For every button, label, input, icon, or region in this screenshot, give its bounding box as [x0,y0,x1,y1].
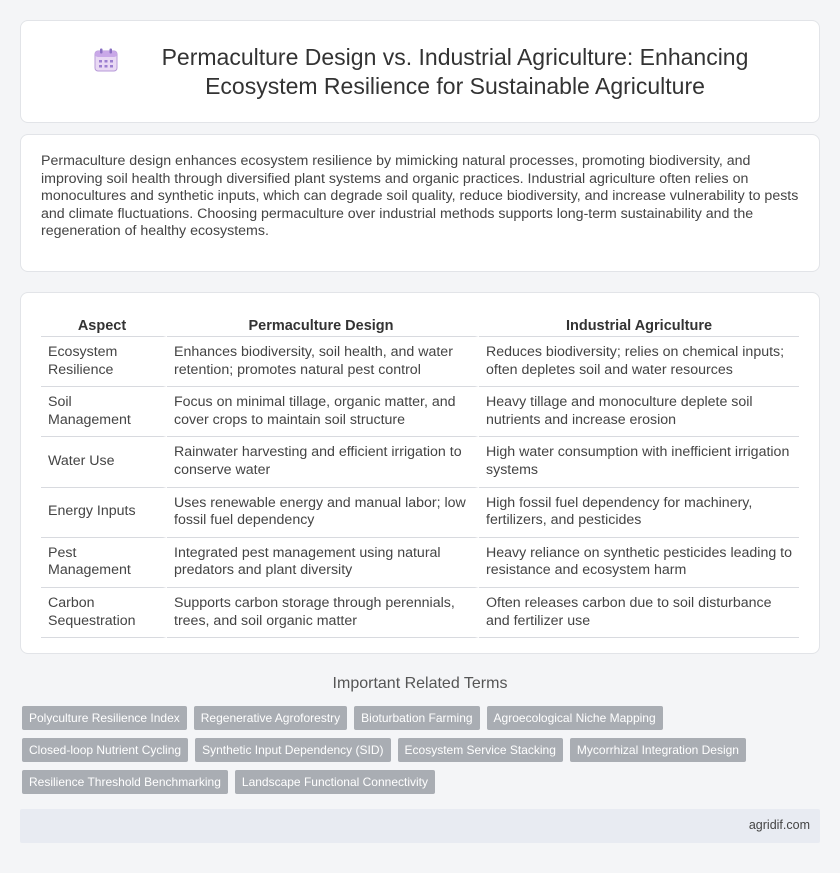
header-permaculture: Permaculture Design [167,315,479,337]
related-term-tag[interactable]: Closed-loop Nutrient Cycling [22,738,188,762]
table-row [41,337,799,387]
cell-permaculture: Enhances biodiversity, soil health, and water retention; promotes natural pest control [167,337,479,387]
table-row [41,437,799,487]
related-terms-list [22,706,782,802]
footer [20,809,820,843]
footer-site-link[interactable]: agridif.com [748,818,810,832]
cell-aspect: Energy Inputs [41,488,167,538]
page-title-line2: Ecosystem Resilience for Sustainable Agriculture [205,73,705,99]
related-term-tag[interactable]: Synthetic Input Dependency (SID) [195,738,390,762]
tag-row [22,770,782,794]
cell-aspect: Water Use [41,437,167,487]
comparison-card [20,292,820,654]
cell-industrial: Heavy reliance on synthetic pesticides leading to resistance and ecosystem harm [479,538,799,588]
table-row [41,538,799,588]
page-title [21,43,819,101]
table-row [41,387,799,437]
cell-aspect: Carbon Sequestration [41,588,167,638]
table-row [41,588,799,638]
cell-industrial: Reduces biodiversity; relies on chemical inputs; often depletes soil and water resources [479,337,799,387]
related-term-tag[interactable]: Landscape Functional Connectivity [235,770,435,794]
cell-industrial: High water consumption with inefficient irrigation systems [479,437,799,487]
cell-permaculture: Integrated pest management using natural predators and plant diversity [167,538,479,588]
cell-industrial: High fossil fuel dependency for machinery, fertilizers, and pesticides [479,488,799,538]
title-card [20,20,820,123]
related-term-tag[interactable]: Mycorrhizal Integration Design [570,738,746,762]
related-term-tag[interactable]: Bioturbation Farming [354,706,479,730]
cell-permaculture: Uses renewable energy and manual labor; low fossil fuel dependency [167,488,479,538]
cell-aspect: Pest Management [41,538,167,588]
related-term-tag[interactable]: Regenerative Agroforestry [194,706,347,730]
cell-industrial: Heavy tillage and monoculture deplete soil nutrients and increase erosion [479,387,799,437]
table-header-row [41,315,799,337]
cell-permaculture: Focus on minimal tillage, organic matter, and cover crops to maintain soil structure [167,387,479,437]
header-aspect: Aspect [41,315,167,337]
cell-aspect: Ecosystem Resilience [41,337,167,387]
cell-aspect: Soil Management [41,387,167,437]
related-term-tag[interactable]: Ecosystem Service Stacking [398,738,563,762]
tag-row [22,706,782,730]
related-term-tag[interactable]: Resilience Threshold Benchmarking [22,770,228,794]
cell-industrial: Often releases carbon due to soil disturbance and fertilizer use [479,588,799,638]
intro-card [20,134,820,272]
cell-permaculture: Supports carbon storage through perennials, trees, and soil organic matter [167,588,479,638]
page-title-line1: Permaculture Design vs. Industrial Agriculture: Enhancing [161,44,749,70]
cell-permaculture: Rainwater harvesting and efficient irrigation to conserve water [167,437,479,487]
tag-row [22,738,782,762]
related-term-tag[interactable]: Agroecological Niche Mapping [487,706,663,730]
header-industrial: Industrial Agriculture [479,315,799,337]
related-term-tag[interactable]: Polyculture Resilience Index [22,706,187,730]
related-terms-heading: Important Related Terms [332,675,508,692]
table-row [41,488,799,538]
comparison-table [41,315,799,638]
intro-paragraph: Permaculture design enhances ecosystem resilience by mimicking natural processes, promoting biodiversity, and improving soil health through diversified plant systems and organic practices. Industrial agriculture often relies on monocultures and synthetic inputs, which can degrade soil quality, reduce biodiversity, and increase vulnerability to pests and climate fluctuations. Choosing permaculture over industrial methods supports long-term sustainability and the regeneration of healthy ecosystems. [41,153,799,240]
